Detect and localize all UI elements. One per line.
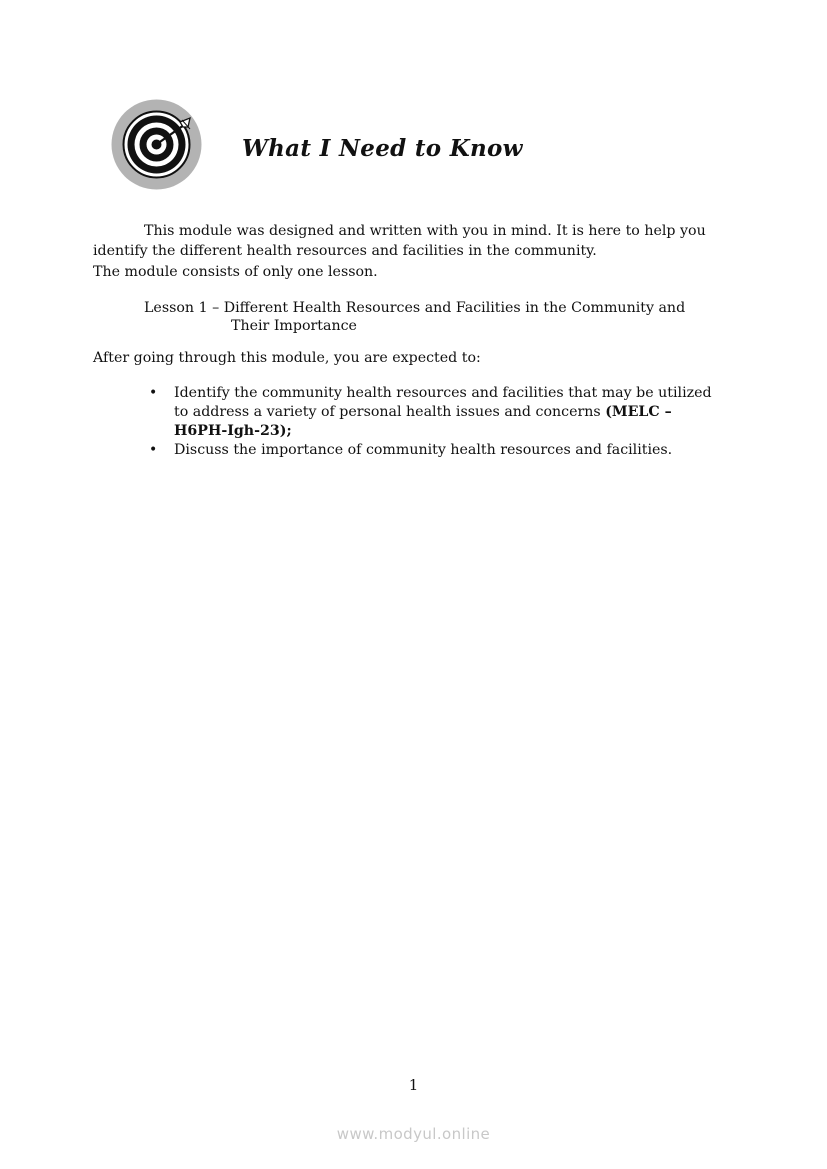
objective-line: Identify the community health resources and facilities that may be utilized (174, 385, 712, 401)
lesson-line-1: Lesson 1 – Different Health Resources and Facilities in the Community and (144, 300, 686, 316)
lesson-line-2: Their Importance (231, 318, 357, 334)
objective-line: Discuss the importance of community health resources and facilities. (174, 442, 673, 458)
list-item (148, 441, 748, 460)
objective-text: to address a variety of personal health issues and concerns (174, 404, 606, 420)
melc-code: (MELC – (605, 404, 672, 420)
watermark: www.modyul.online (336, 1125, 491, 1143)
intro-line-2: identify the different health resources and facilities in the community. (93, 243, 597, 259)
objectives-list (148, 384, 748, 460)
intro-line-3: The module consists of only one lesson. (93, 264, 378, 280)
page-number: 1 (408, 1076, 419, 1094)
bullet-icon: • (149, 385, 158, 401)
bullet-icon: • (149, 442, 158, 458)
section-title: What I Need to Know (242, 135, 523, 162)
melc-code: H6PH-Igh-23); (174, 423, 292, 439)
intro-line-1: This module was designed and written with you in mind. It is here to help you (144, 223, 706, 239)
list-item (148, 384, 748, 441)
expectation-text: After going through this module, you are expected to: (93, 350, 481, 366)
objective-line (174, 403, 748, 422)
target-icon (110, 98, 203, 191)
